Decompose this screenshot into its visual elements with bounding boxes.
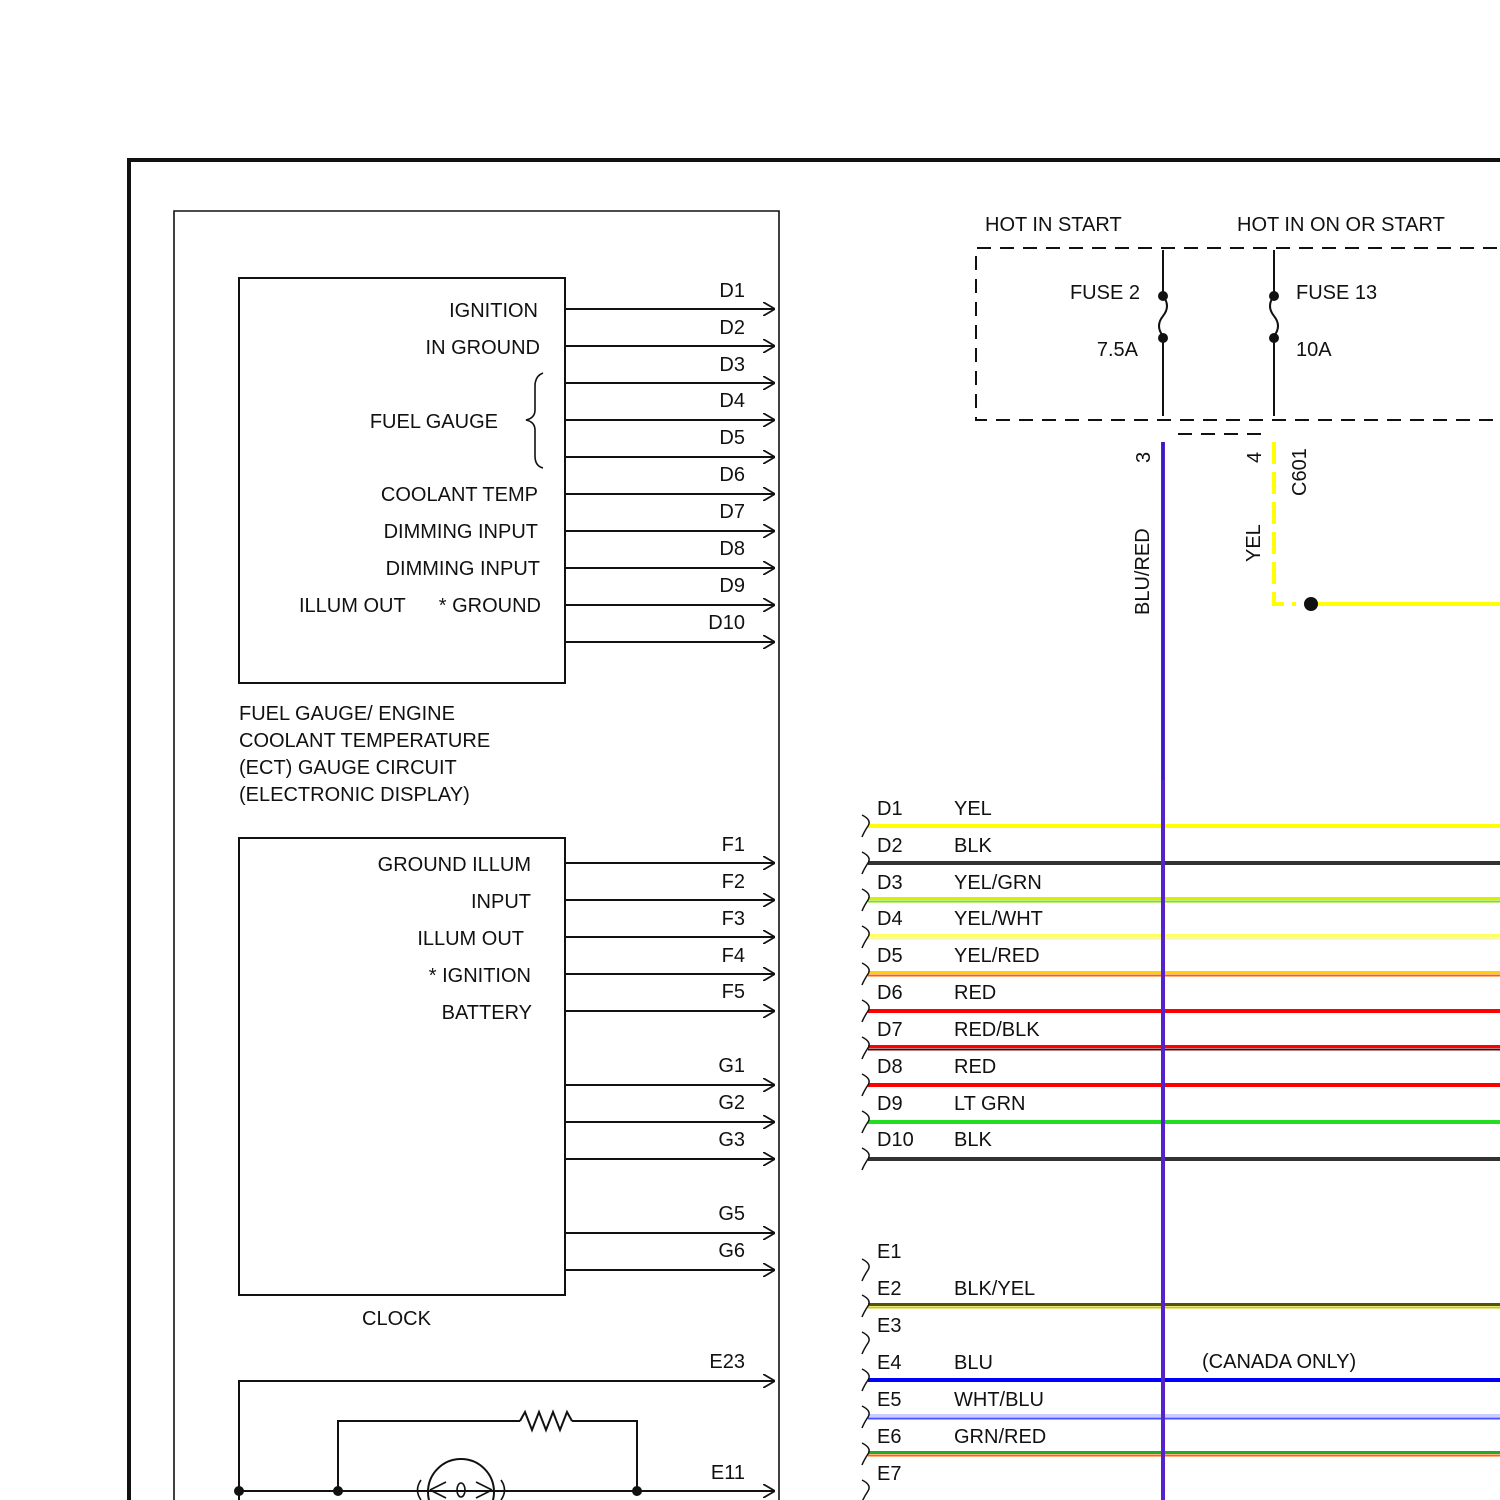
harness-pin-e1: E1 xyxy=(877,1241,902,1263)
hot-in-start-label: HOT IN START xyxy=(985,214,1122,236)
fuse-13-rating: 10A xyxy=(1296,339,1332,361)
harness-pin-d3: D3 xyxy=(877,872,903,894)
bulb-icon xyxy=(418,1459,505,1500)
pin-label-g1: G1 xyxy=(718,1055,745,1077)
harness-pin-e5: E5 xyxy=(877,1389,902,1411)
harness-color-d4: YEL/WHT xyxy=(954,908,1043,930)
pin-label-g6: G6 xyxy=(718,1240,745,1262)
pin-label-d7: D7 xyxy=(719,501,745,523)
harness-color-d1: YEL xyxy=(954,798,992,820)
clock-module-labels xyxy=(378,854,532,1024)
pin-label-d6: D6 xyxy=(719,464,745,486)
pin-label-d1: D1 xyxy=(719,280,745,302)
terminal-arc xyxy=(862,1406,869,1428)
outer-frame xyxy=(129,160,1500,1500)
harness-color-d10: BLK xyxy=(954,1129,992,1151)
terminal-arc xyxy=(862,815,869,837)
yel-splice xyxy=(1304,597,1318,611)
harness-color-d2: BLK xyxy=(954,835,992,857)
harness-color-d9: LT GRN xyxy=(954,1093,1026,1115)
pin-label-e23: E23 xyxy=(709,1351,745,1373)
pin-label-d5: D5 xyxy=(719,427,745,449)
fuel-gauge-caption xyxy=(239,703,490,806)
label-ignition: IGNITION xyxy=(449,300,538,322)
harness-pin-d1: D1 xyxy=(877,798,903,820)
harness-color-d3: YEL/GRN xyxy=(954,872,1042,894)
harness-pin-d10: D10 xyxy=(877,1129,914,1151)
caption-line-1: FUEL GAUGE/ ENGINE xyxy=(239,703,455,725)
fuse-box-outline xyxy=(976,248,1497,420)
terminal-arc xyxy=(862,1111,869,1133)
terminal-arc xyxy=(862,852,869,874)
label-input: INPUT xyxy=(471,891,531,913)
pin-label-f3: F3 xyxy=(721,908,745,930)
pin-label-d3: D3 xyxy=(719,354,745,376)
terminal-arc xyxy=(862,1000,869,1022)
hot-in-on-or-start-label: HOT IN ON OR START xyxy=(1237,214,1445,236)
terminal-arc xyxy=(862,1443,869,1465)
label-coolant-temp: COOLANT TEMP xyxy=(380,484,538,506)
pin-label-g3: G3 xyxy=(718,1129,745,1151)
harness-pin-d9: D9 xyxy=(877,1093,903,1115)
harness-pin-e6: E6 xyxy=(877,1426,902,1448)
connector-c601-label: C601 xyxy=(1289,448,1311,496)
harness-e xyxy=(877,1241,1356,1485)
fuel-gauge-module-labels xyxy=(299,300,541,617)
clock-pin-labels xyxy=(718,834,745,1262)
label-fuel-gauge: FUEL GAUGE xyxy=(369,411,498,433)
fuse-2-name: FUSE 2 xyxy=(1069,282,1140,304)
blu-red-wire-label: BLU/RED xyxy=(1132,528,1154,615)
pin-4-label: 4 xyxy=(1244,451,1266,463)
terminal-arc xyxy=(862,1480,869,1500)
caption-line-3: (ECT) GAUGE CIRCUIT xyxy=(239,757,457,779)
label-in-ground: IN GROUND xyxy=(425,337,540,359)
label-clock-ignition: * IGNITION xyxy=(428,965,531,987)
harness-pin-d4: D4 xyxy=(877,908,903,930)
terminal-arc xyxy=(862,1074,869,1096)
harness-color-d8: RED xyxy=(954,1056,997,1078)
label-clock-illum-out: ILLUM OUT xyxy=(417,928,524,950)
harness-color-d7: RED/BLK xyxy=(954,1019,1040,1041)
harness-pin-d6: D6 xyxy=(877,982,903,1004)
terminal-arc xyxy=(862,963,869,985)
pin-label-f4: F4 xyxy=(721,945,745,967)
harness-color-e4: BLU xyxy=(954,1352,993,1374)
harness-color-e5: WHT/BLU xyxy=(954,1389,1044,1411)
fuse-box xyxy=(976,214,1497,496)
pin-label-e11: E11 xyxy=(710,1462,745,1484)
yel-feed-wire-label: YEL xyxy=(1243,524,1265,562)
terminal-arc xyxy=(862,1148,869,1170)
pin-label-f1: F1 xyxy=(721,834,745,856)
harness-pin-d2: D2 xyxy=(877,835,903,857)
canada-only-note: (CANADA ONLY) xyxy=(1202,1351,1357,1373)
pin-label-d9: D9 xyxy=(719,575,745,597)
harness-pin-d7: D7 xyxy=(877,1019,903,1041)
harness-pin-d5: D5 xyxy=(877,945,903,967)
harness-pin-e2: E2 xyxy=(877,1278,902,1300)
fuel-gauge-brace xyxy=(526,373,543,468)
label-battery: BATTERY xyxy=(441,1002,532,1024)
label-dimming-input-2: DIMMING INPUT xyxy=(385,558,540,580)
terminal-arc xyxy=(862,1369,869,1391)
fuse-13-name: FUSE 13 xyxy=(1296,282,1378,304)
bottom-module xyxy=(234,1351,775,1500)
caption-line-4: (ELECTRONIC DISPLAY) xyxy=(239,784,470,806)
label-ground-illum: GROUND ILLUM xyxy=(377,854,531,876)
pin-label-d10: D10 xyxy=(708,612,745,634)
terminal-arc xyxy=(862,926,869,948)
fuse-2-symbol xyxy=(1159,296,1167,336)
label-dimming-input-1: DIMMING INPUT xyxy=(383,521,538,543)
connector-terminal-arcs xyxy=(862,815,869,1500)
fuse-2-rating: 7.5A xyxy=(1096,339,1138,361)
harness-color-d5: YEL/RED xyxy=(954,945,1040,967)
pin-label-f2: F2 xyxy=(721,871,745,893)
pin-label-d2: D2 xyxy=(719,317,745,339)
terminal-arc xyxy=(862,1332,869,1354)
pin-label-d8: D8 xyxy=(719,538,745,560)
label-illum-out: ILLUM OUT xyxy=(299,595,406,617)
harness-color-e2: BLK/YEL xyxy=(954,1278,1036,1300)
harness-pin-e3: E3 xyxy=(877,1315,902,1337)
harness-color-e6: GRN/RED xyxy=(954,1426,1047,1448)
pin-label-d4: D4 xyxy=(719,390,745,412)
terminal-arc xyxy=(862,1259,869,1281)
terminal-arc xyxy=(862,889,869,911)
pin-3-label: 3 xyxy=(1133,451,1155,463)
caption-line-2: COOLANT TEMPERATURE xyxy=(239,730,491,752)
clock-caption: CLOCK xyxy=(362,1308,431,1330)
label-ground: * GROUND xyxy=(438,595,541,617)
harness-pin-e4: E4 xyxy=(877,1352,902,1374)
terminal-arc xyxy=(862,1295,869,1317)
resistor-symbol xyxy=(520,1412,572,1430)
fuse-13-symbol xyxy=(1270,296,1278,336)
harness-pin-e7: E7 xyxy=(877,1463,902,1485)
pin-label-f5: F5 xyxy=(721,981,745,1003)
pin-label-g5: G5 xyxy=(718,1203,745,1225)
harness-color-d6: RED xyxy=(954,982,997,1004)
pin-label-g2: G2 xyxy=(718,1092,745,1114)
harness-pin-d8: D8 xyxy=(877,1056,903,1078)
terminal-arc xyxy=(862,1037,869,1059)
